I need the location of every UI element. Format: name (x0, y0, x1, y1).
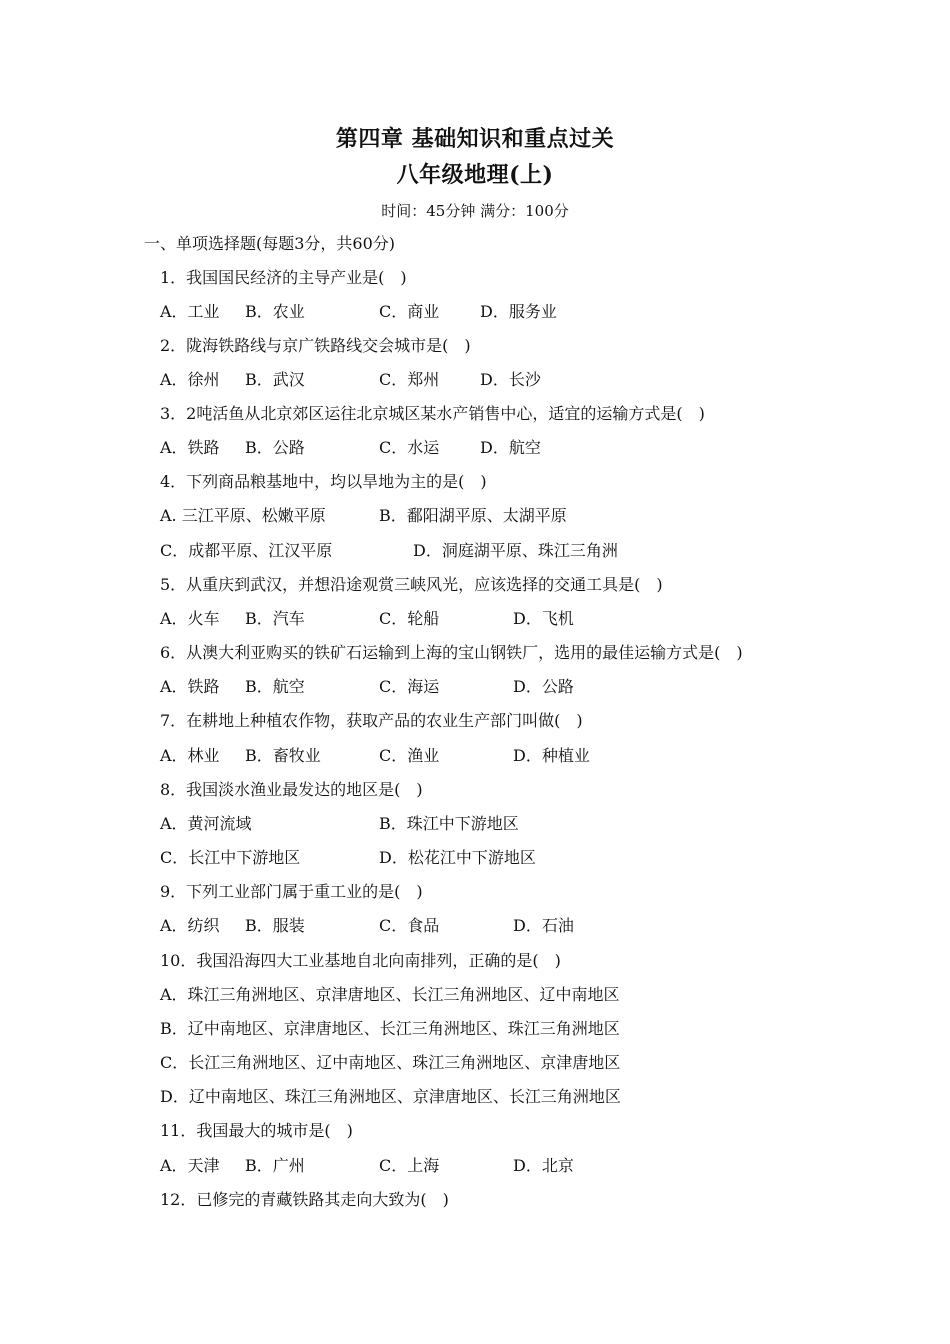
option-c: C．食品 (379, 916, 440, 935)
option-c: C．水运 (379, 438, 440, 457)
option-b: B．珠江中下游地区 (379, 814, 519, 833)
option-b: B．辽中南地区、京津唐地区、长江三角洲地区、珠江三角洲地区 (160, 1019, 620, 1038)
option-a: A．天津 (160, 1156, 220, 1175)
option-c: C．上海 (379, 1156, 440, 1175)
option-b: B．汽车 (245, 609, 305, 628)
option-a: A．火车 (160, 609, 220, 628)
option-c: C．长江三角洲地区、辽中南地区、珠江三角洲地区、京津唐地区 (160, 1053, 621, 1072)
question-stem: 5．从重庆到武汉，并想沿途观赏三峡风光，应该选择的交通工具是( ) (160, 575, 663, 594)
option-d: D．辽中南地区、珠江三角洲地区、京津唐地区、长江三角洲地区 (160, 1087, 621, 1106)
option-b: B．农业 (245, 302, 305, 321)
option-a: A．铁路 (160, 677, 220, 696)
option-d: D．石油 (513, 916, 574, 935)
section-heading: 一、单项选择题(每题3分，共60分) (144, 234, 396, 253)
option-c: C．郑州 (379, 370, 440, 389)
option-a: A．珠江三角洲地区、京津唐地区、长江三角洲地区、辽中南地区 (160, 985, 620, 1004)
option-b: B．武汉 (245, 370, 305, 389)
option-a: A．林业 (160, 746, 220, 765)
option-b: B．航空 (245, 677, 305, 696)
question-stem: 6．从澳大利亚购买的铁矿石运输到上海的宝山钢铁厂，选用的最佳运输方式是( ) (160, 643, 743, 662)
option-a: A．工业 (160, 302, 220, 321)
option-b: B．公路 (245, 438, 305, 457)
option-b: B．广州 (245, 1156, 305, 1175)
option-a: A．黄河流域 (160, 814, 252, 833)
option-b: B．服装 (245, 916, 305, 935)
option-a: A．徐州 (160, 370, 220, 389)
option-d: D．北京 (513, 1156, 574, 1175)
option-d: D．服务业 (480, 302, 557, 321)
option-b: B．鄱阳湖平原、太湖平原 (379, 506, 567, 525)
option-d: D．松花江中下游地区 (379, 848, 536, 867)
question-stem: 4．下列商品粮基地中，均以旱地为主的是( ) (160, 472, 487, 491)
option-a: A．纺织 (160, 916, 220, 935)
chapter-title: 第四章 基础知识和重点过关 (335, 126, 615, 152)
option-d: D．长沙 (480, 370, 541, 389)
option-d: D．洞庭湖平原、珠江三角洲 (413, 541, 618, 560)
option-d: D．飞机 (513, 609, 574, 628)
option-d: D．公路 (513, 677, 574, 696)
option-c: C．商业 (379, 302, 440, 321)
question-stem: 7．在耕地上种植农作物，获取产品的农业生产部门叫做( ) (160, 711, 583, 730)
question-stem: 12．已修完的青藏铁路其走向大致为( ) (160, 1190, 449, 1209)
exam-time-score: 时间：45分钟 满分：100分 (381, 202, 569, 220)
option-c: C．轮船 (379, 609, 440, 628)
option-a: A. 三江平原、松嫩平原 (160, 506, 326, 525)
grade-subtitle: 八年级地理(上) (396, 162, 554, 188)
question-stem: 3．2吨活鱼从北京郊区运往北京城区某水产销售中心，适宜的运输方式是( ) (160, 404, 705, 423)
option-c: C．渔业 (379, 746, 440, 765)
question-stem: 1．我国国民经济的主导产业是( ) (160, 268, 407, 287)
option-c: C．成都平原、江汉平原 (160, 541, 333, 560)
question-stem: 2．陇海铁路线与京广铁路线交会城市是( ) (160, 336, 471, 355)
question-stem: 9．下列工业部门属于重工业的是( ) (160, 882, 423, 901)
question-stem: 10．我国沿海四大工业基地自北向南排列，正确的是( ) (160, 951, 561, 970)
option-d: D．种植业 (513, 746, 590, 765)
question-stem: 8．我国淡水渔业最发达的地区是( ) (160, 780, 423, 799)
option-d: D．航空 (480, 438, 541, 457)
option-b: B．畜牧业 (245, 746, 321, 765)
option-c: C．海运 (379, 677, 440, 696)
option-a: A．铁路 (160, 438, 220, 457)
question-stem: 11．我国最大的城市是( ) (160, 1121, 353, 1140)
option-c: C．长江中下游地区 (160, 848, 301, 867)
